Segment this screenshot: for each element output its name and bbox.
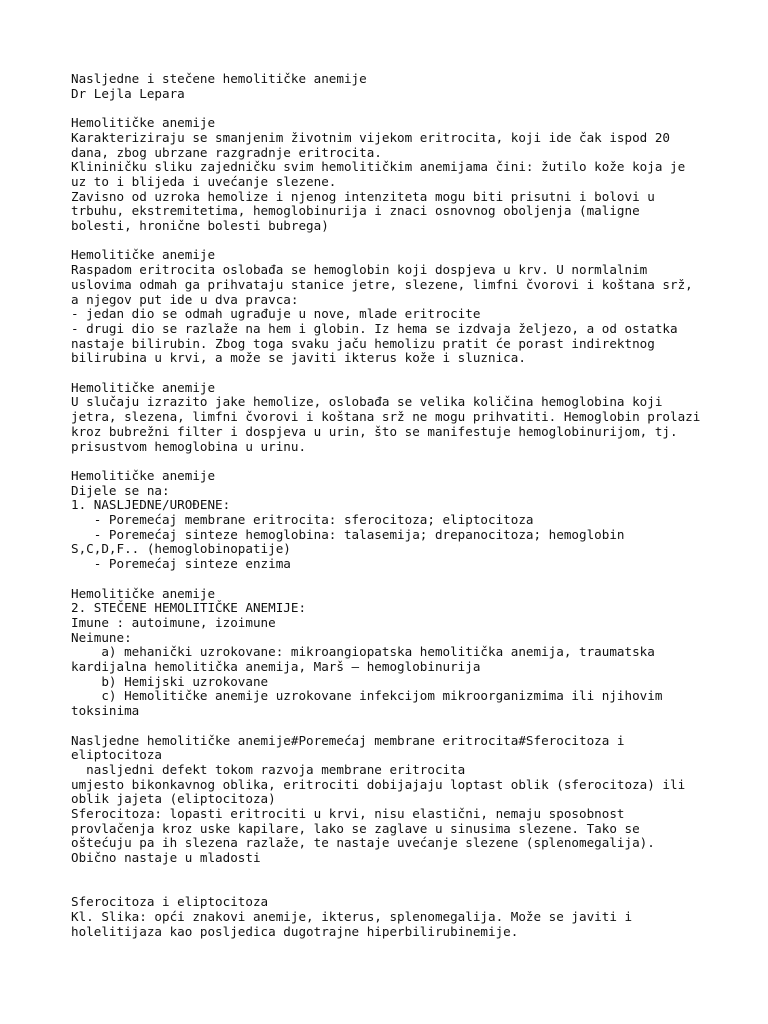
blank-line — [71, 454, 731, 469]
document-page — [71, 72, 731, 939]
text-line: uslovima odmah ga prihvataju stanice jetre, slezene, limfni čvorovi i koštana srž, — [71, 276, 693, 292]
text-line: - Poremećaj sinteze enzima — [71, 556, 291, 572]
text-line: - jedan dio se odmah ugrađuje u nove, mlade eritrocite — [71, 306, 481, 322]
text-line: b) Hemijski uzrokovane — [71, 673, 269, 689]
text-line: U slučaju izrazito jake hemolize, oslobađa se velika količina hemoglobina koji — [71, 394, 663, 410]
text-line: eliptocitoza — [71, 747, 162, 763]
text-line: S,C,D,F.. (hemoglobinopatije) — [71, 541, 291, 557]
text-line: umjesto bikonkavnog oblika, eritrociti dobijajaju loptast oblik (sferocitoza) ili — [71, 776, 686, 792]
text-line: a) mehanički uzrokovane: mikroangiopatska hemolitička anemija, traumatska — [71, 644, 655, 660]
text-line: kroz bubrežni filter i dospjeva u urin, što se manifestuje hemoglobinurijom, tj. — [71, 423, 678, 439]
blank-line — [71, 366, 731, 381]
text-line: - Poremećaj membrane eritrocita: sferocitoza; eliptocitoza — [71, 512, 534, 528]
text-line: Zavisno od uzroka hemolize i njenog intenziteta mogu biti prisutni i bolovi u — [71, 188, 655, 204]
blank-line — [71, 866, 731, 881]
text-line: Karakteriziraju se smanjenim životnim vijekom eritrocita, koji ide čak ispod 20 — [71, 129, 670, 145]
text-line: provlačenja kroz uske kapilare, lako se zaglave u sinusima slezene. Tako se — [71, 820, 640, 836]
blank-line — [71, 101, 731, 116]
text-line: Hemolitičke anemije — [71, 247, 216, 263]
text-line: oštećuju pa ih slezena razlaže, te nastaje uvećanje slezene (splenomegalija). — [71, 835, 655, 851]
text-line: bolesti, hronične bolesti bubrega) — [71, 218, 329, 234]
text-line: Raspadom eritrocita oslobađa se hemoglobin koji dospjeva u krv. U normlalnim — [71, 262, 648, 278]
text-line: Hemolitičke anemije — [71, 115, 216, 131]
text-line: Hemolitičke anemije — [71, 379, 216, 395]
text-line: bilirubina u krvi, a može se javiti ikterus kože i sluznica. — [71, 350, 526, 366]
text-line: 2. STEČENE HEMOLITIČKE ANEMIJE: — [71, 600, 307, 616]
text-line: Dr Lejla Lepara — [71, 85, 185, 101]
text-line: Dijele se na: — [71, 482, 170, 498]
text-line: trbuhu, ekstremitetima, hemoglobinurija i znaci osnovnog oboljenja (maligne — [71, 203, 640, 219]
text-line: oblik jajeta (eliptocitoza) — [71, 791, 276, 807]
text-line: toksinima — [71, 703, 140, 719]
text-line: Sferocitoza: lopasti eritrociti u krvi, nisu elastični, nemaju sposobnost — [71, 806, 625, 822]
text-line: Sferocitoza i eliptocitoza — [71, 894, 269, 910]
text-line: uz to i blijeda i uvećanje slezene. — [71, 173, 337, 189]
blank-line — [71, 572, 731, 587]
text-line: - Poremećaj sinteze hemoglobina: talasemija; drepanocitoza; hemoglobin — [71, 526, 625, 542]
text-line: - drugi dio se razlaže na hem i globin. Iz hema se izdvaja željezo, a od ostatka — [71, 320, 678, 336]
text-line: a njegov put ide u dva pravca: — [71, 291, 299, 307]
text-line: Obično nastaje u mladosti — [71, 850, 261, 866]
text-line: Imune : autoimune, izoimune — [71, 614, 276, 630]
blank-line — [71, 881, 731, 896]
text-line: nasljedni defekt tokom razvoja membrane eritrocita — [71, 761, 466, 777]
text-line: Nasljedne i stečene hemolitičke anemije — [71, 71, 367, 86]
text-line: Hemolitičke anemije — [71, 467, 216, 483]
text-line: Klininičku sliku zajedničku svim hemolitičkim anemijama čini: žutilo kože koja je — [71, 159, 686, 175]
blank-line — [71, 719, 731, 734]
text-line: nastaje bilirubin. Zbog toga svaku jaču hemolizu pratit će porast indirektnog — [71, 335, 655, 351]
text-line: Neimune: — [71, 629, 132, 645]
text-line: 1. NASLJEDNE/UROĐENE: — [71, 497, 231, 513]
text-line: jetra, slezena, limfni čvorovi i koštana srž ne mogu prihvatiti. Hemoglobin prolazi — [71, 409, 701, 425]
text-line: Hemolitičke anemije — [71, 585, 216, 601]
text-line: dana, zbog ubrzane razgradnje eritrocita. — [71, 144, 382, 160]
text-line: c) Hemolitičke anemije uzrokovane infekcijom mikroorganizmima ili njihovim — [71, 688, 663, 704]
text-line: kardijalna hemolitička anemija, Marš – hemoglobinurija — [71, 659, 481, 675]
text-line: prisustvom hemoglobina u urinu. — [71, 438, 307, 454]
text-line: Kl. Slika: opći znakovi anemije, ikterus, splenomegalija. Može se javiti i — [71, 908, 633, 924]
text-line: Nasljedne hemolitičke anemije#Poremećaj membrane eritrocita#Sferocitoza i — [71, 732, 625, 748]
blank-line — [71, 234, 731, 249]
text-line: holelitijaza kao posljedica dugotrajne hiperbilirubinemije. — [71, 923, 519, 939]
